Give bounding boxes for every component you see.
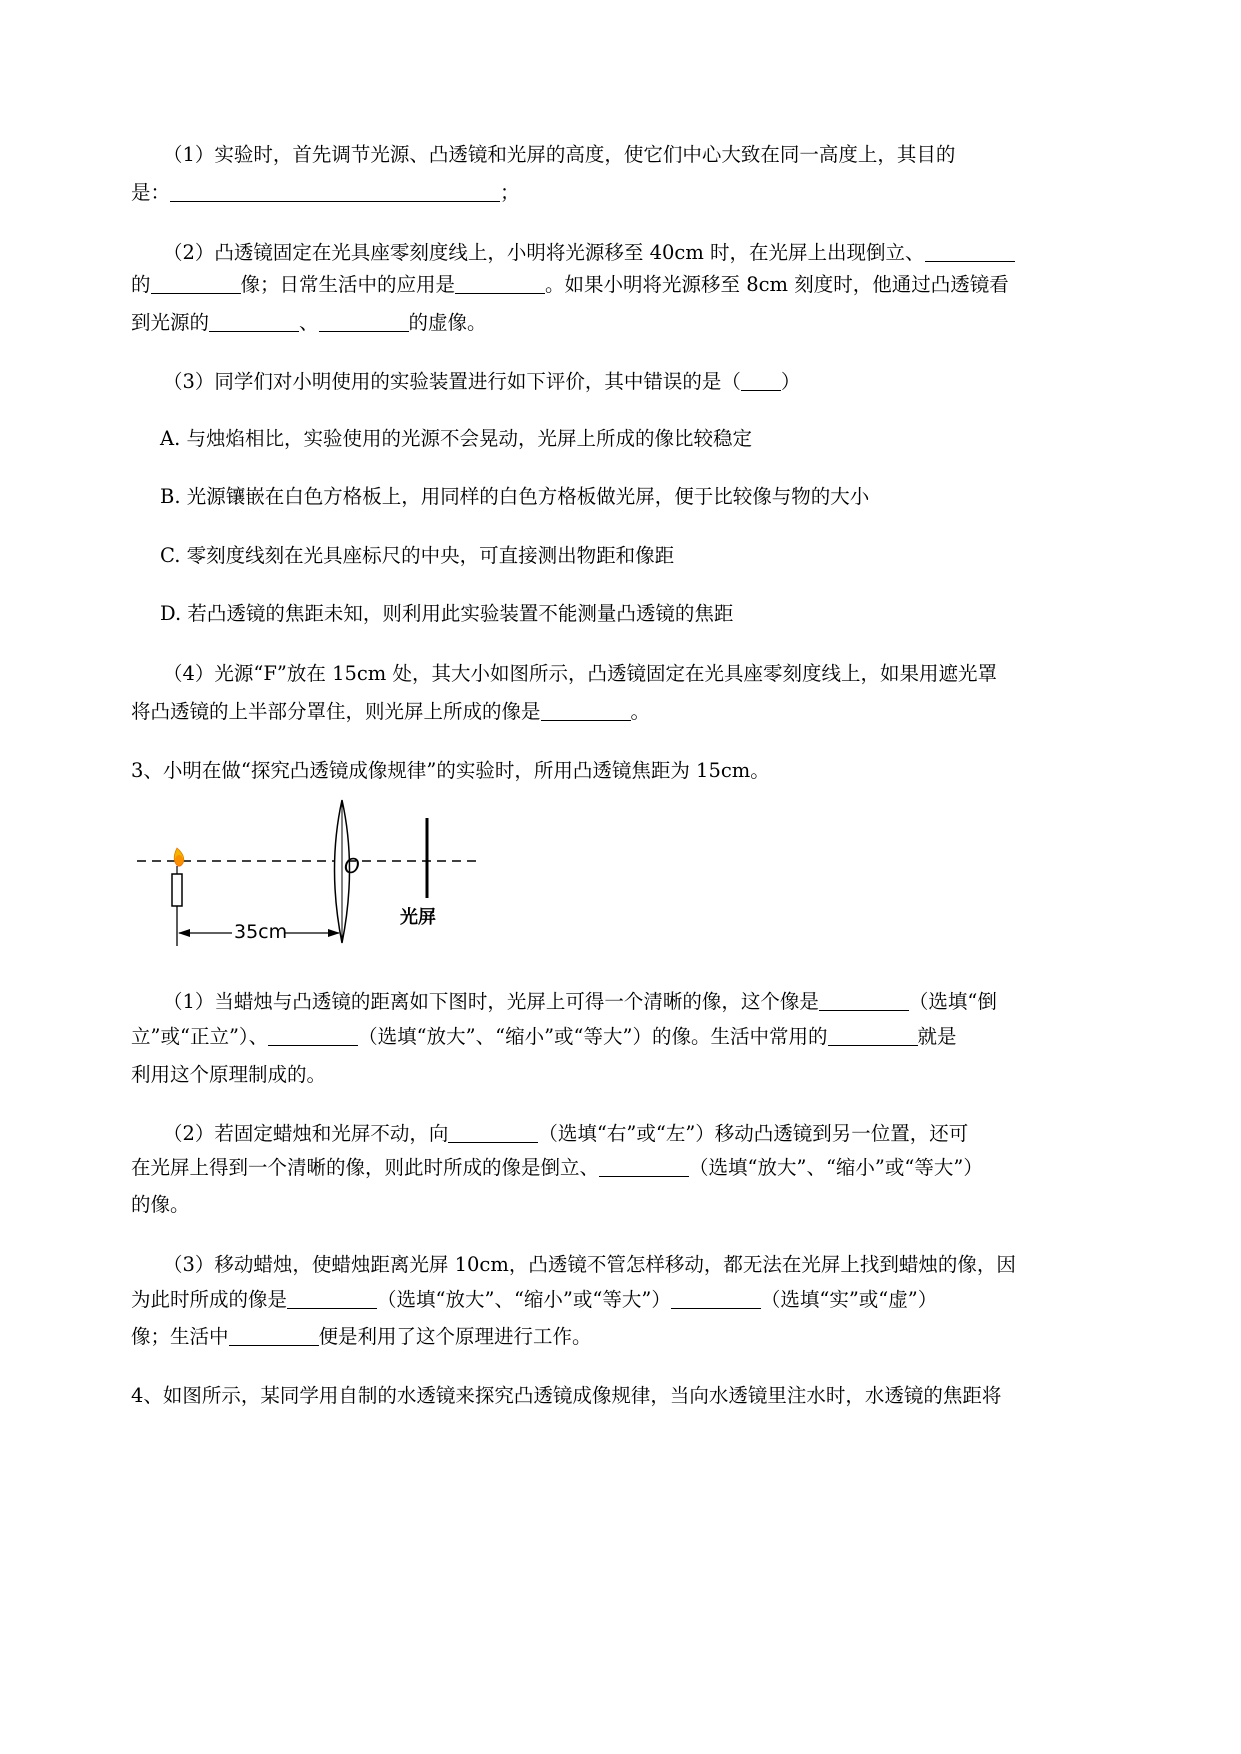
q2-p2-line1: （2）凸透镜固定在光具座零刻度线上，小明将光源移至 40cm 时，在光屏上出现倒立、 bbox=[163, 241, 1015, 265]
answer-blank[interactable] bbox=[448, 1123, 538, 1143]
answer-blank[interactable] bbox=[229, 1326, 319, 1346]
q2-p4-line1: （4）光源“F”放在 15cm 处，其大小如图所示，凸透镜固定在光具座零刻度线上，如果用遮光罩 bbox=[163, 662, 997, 685]
q3-p3-line3: 像；生活中 便是利用了这个原理进行工作。 bbox=[131, 1325, 592, 1348]
lens-experiment-figure bbox=[132, 798, 482, 948]
answer-blank[interactable] bbox=[268, 1026, 358, 1046]
q3-p2-line3: 的像。 bbox=[131, 1193, 190, 1216]
answer-blank[interactable] bbox=[319, 312, 409, 332]
q3-p1-line3: 利用这个原理制成的。 bbox=[131, 1063, 327, 1086]
q3-p3-line1: （3）移动蜡烛，使蜡烛距离光屏 10cm，凸透镜不管怎样移动，都无法在光屏上找到蜡烛的像，因 bbox=[163, 1253, 1016, 1276]
answer-blank[interactable] bbox=[819, 991, 909, 1011]
answer-blank[interactable] bbox=[925, 242, 1015, 262]
answer-blank[interactable] bbox=[599, 1157, 689, 1177]
q2-p1-line2: 是： ； bbox=[131, 181, 520, 204]
q4-stem: 4、如图所示，某同学用自制的水透镜来探究凸透镜成像规律，当向水透镜里注水时，水透镜的焦距将 bbox=[131, 1384, 1002, 1407]
answer-blank[interactable] bbox=[151, 274, 241, 294]
q3-stem: 3、小明在做“探究凸透镜成像规律”的实验时，所用凸透镜焦距为 15cm。 bbox=[131, 759, 770, 782]
q2-p3-stem: （3）同学们对小明使用的实验装置进行如下评价，其中错误的是（ ） bbox=[163, 370, 801, 393]
distance-label: 35cm bbox=[234, 921, 288, 943]
q2-p2-line2: 的 像；日常生活中的应用是 。如果小明将光源移至 8cm 刻度时，他通过凸透镜看 bbox=[131, 273, 1009, 296]
q2-p3-option-d[interactable]: D. 若凸透镜的焦距未知，则利用此实验装置不能测量凸透镜的焦距 bbox=[160, 602, 734, 625]
q3-p2-line2: 在光屏上得到一个清晰的像，则此时所成的像是倒立、 （选填“放大”、“缩小”或“等大”） bbox=[131, 1156, 983, 1179]
q2-p2-line3: 到光源的 、 的虚像。 bbox=[131, 311, 487, 334]
q3-p1-line1: （1）当蜡烛与凸透镜的距离如下图时，光屏上可得一个清晰的像，这个像是 （选填“倒 bbox=[163, 990, 997, 1013]
answer-blank[interactable] bbox=[671, 1289, 761, 1309]
lens-center-label: O bbox=[344, 854, 360, 878]
q3-p2-line1: （2）若固定蜡烛和光屏不动，向 （选填“右”或“左”）移动凸透镜到另一位置，还可 bbox=[163, 1122, 969, 1145]
answer-blank[interactable] bbox=[541, 701, 631, 721]
q3-p3-line2: 为此时所成的像是 （选填“放大”、“缩小”或“等大”） （选填“实”或“虚”） bbox=[131, 1288, 938, 1311]
q2-p3-option-a[interactable]: A. 与烛焰相比，实验使用的光源不会晃动，光屏上所成的像比较稳定 bbox=[160, 427, 752, 450]
q2-p3-option-b[interactable]: B. 光源镶嵌在白色方格板上，用同样的白色方格板做光屏，便于比较像与物的大小 bbox=[160, 485, 870, 508]
q2-p3-option-c[interactable]: C. 零刻度线刻在光具座标尺的中央，可直接测出物距和像距 bbox=[160, 544, 675, 567]
answer-blank[interactable] bbox=[209, 312, 299, 332]
answer-blank[interactable] bbox=[455, 274, 545, 294]
screen-label: 光屏 bbox=[400, 907, 436, 928]
answer-blank[interactable] bbox=[287, 1289, 377, 1309]
q2-p4-line2: 将凸透镜的上半部分罩住，则光屏上所成的像是 。 bbox=[131, 700, 651, 723]
answer-blank[interactable] bbox=[170, 182, 500, 202]
q3-p1-line2: 立”或“正立”）、 （选填“放大”、“缩小”或“等大”）的像。生活中常用的 就是 bbox=[131, 1025, 957, 1048]
answer-blank[interactable] bbox=[741, 371, 781, 391]
q2-p1-line1: （1）实验时，首先调节光源、凸透镜和光屏的高度，使它们中心大致在同一高度上，其目的 bbox=[163, 143, 956, 166]
candle-icon bbox=[172, 848, 184, 906]
answer-blank[interactable] bbox=[828, 1026, 918, 1046]
